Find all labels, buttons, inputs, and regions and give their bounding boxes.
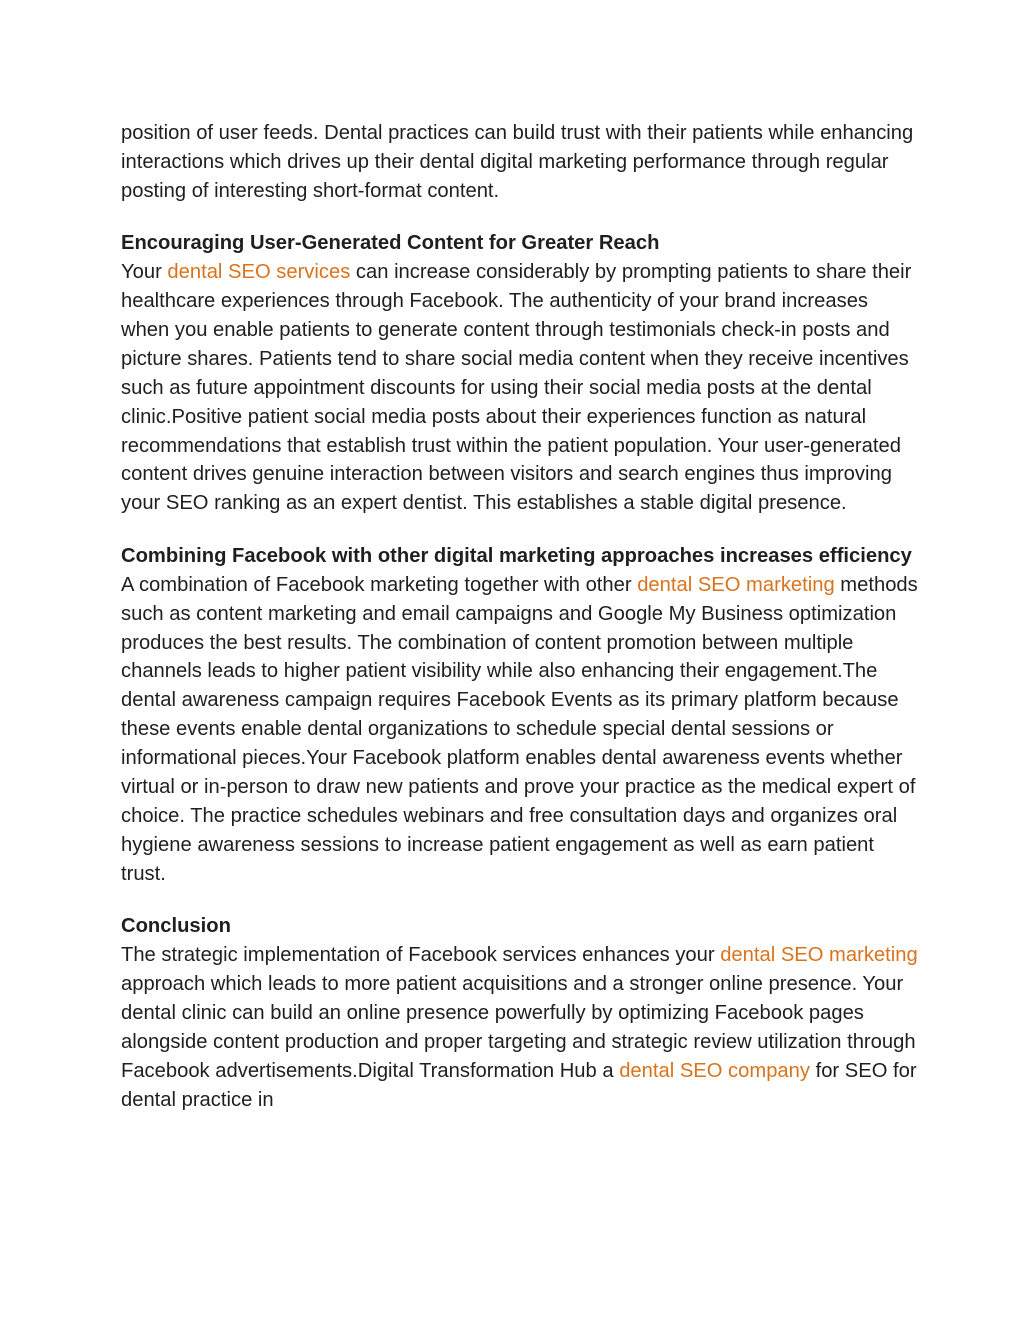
dental-seo-marketing-link[interactable]: dental SEO marketing bbox=[637, 573, 835, 596]
combine-text-1: A combination of Facebook marketing together with other bbox=[121, 573, 638, 596]
combine-paragraph bbox=[121, 571, 921, 889]
conclusion-text-2: approach which leads to more patient acquisitions and a stronger online presence. Your dental clinic can build an online presence powerfully by optimizing Facebook pages alongside content production and proper targeting and strategic review utilization through Facebook advertisements.Digital Transformation Hub a bbox=[121, 972, 916, 1082]
ugc-text-2: can increase considerably by prompting patients to share their healthcare experiences through Facebook. The authenticity of your brand increases when you enable patients to generate content through testimonials check-in posts and picture shares. Patients tend to share social media content when they receive incentives such as future appointment discounts for using their social media posts at the dental clinic.Positive patient social media posts about their experiences function as natural recommendations that establish trust within the patient population. Your user-generated content drives genuine interaction between visitors and search engines thus improving your SEO ranking as an expert dentist. This establishes a stable digital presence. bbox=[121, 261, 912, 515]
dental-seo-marketing-link-2[interactable]: dental SEO marketing bbox=[720, 944, 918, 967]
combine-heading: Combining Facebook with other digital marketing approaches increases efficiency bbox=[121, 544, 912, 567]
combine-section bbox=[121, 542, 921, 889]
dental-seo-services-link[interactable]: dental SEO services bbox=[167, 261, 351, 284]
intro-paragraph bbox=[121, 119, 921, 206]
ugc-text-1: Your bbox=[121, 261, 168, 284]
conclusion-text-3: for SEO for dental practice in bbox=[121, 1059, 917, 1111]
conclusion-paragraph bbox=[121, 941, 921, 1114]
ugc-paragraph bbox=[121, 258, 921, 518]
conclusion-heading: Conclusion bbox=[121, 915, 231, 938]
dental-seo-company-link[interactable]: dental SEO company bbox=[619, 1059, 810, 1082]
ugc-section bbox=[121, 229, 921, 518]
ugc-heading: Encouraging User-Generated Content for Greater Reach bbox=[121, 232, 660, 255]
intro-text: position of user feeds. Dental practices can build trust with their patients while enhancing interactions which drives up their dental digital marketing performance through regular posting of interesting short-format content. bbox=[121, 122, 914, 202]
conclusion-text-1: The strategic implementation of Facebook services enhances your bbox=[121, 944, 721, 967]
conclusion-section bbox=[121, 912, 921, 1114]
document-page bbox=[121, 119, 921, 1115]
combine-text-2: methods such as content marketing and email campaigns and Google My Business optimization produces the best results. The combination of content promotion between multiple channels leads to higher patient visibility while also enhancing their engagement.The dental awareness campaign requires Facebook Events as its primary platform because these events enable dental organizations to schedule special dental sessions or informational pieces.Your Facebook platform enables dental awareness events whether virtual or in-person to draw new patients and prove your practice as the medical expert of choice. The practice schedules webinars and free consultation days and organizes oral hygiene awareness sessions to increase patient engagement as well as earn patient trust. bbox=[121, 573, 918, 885]
